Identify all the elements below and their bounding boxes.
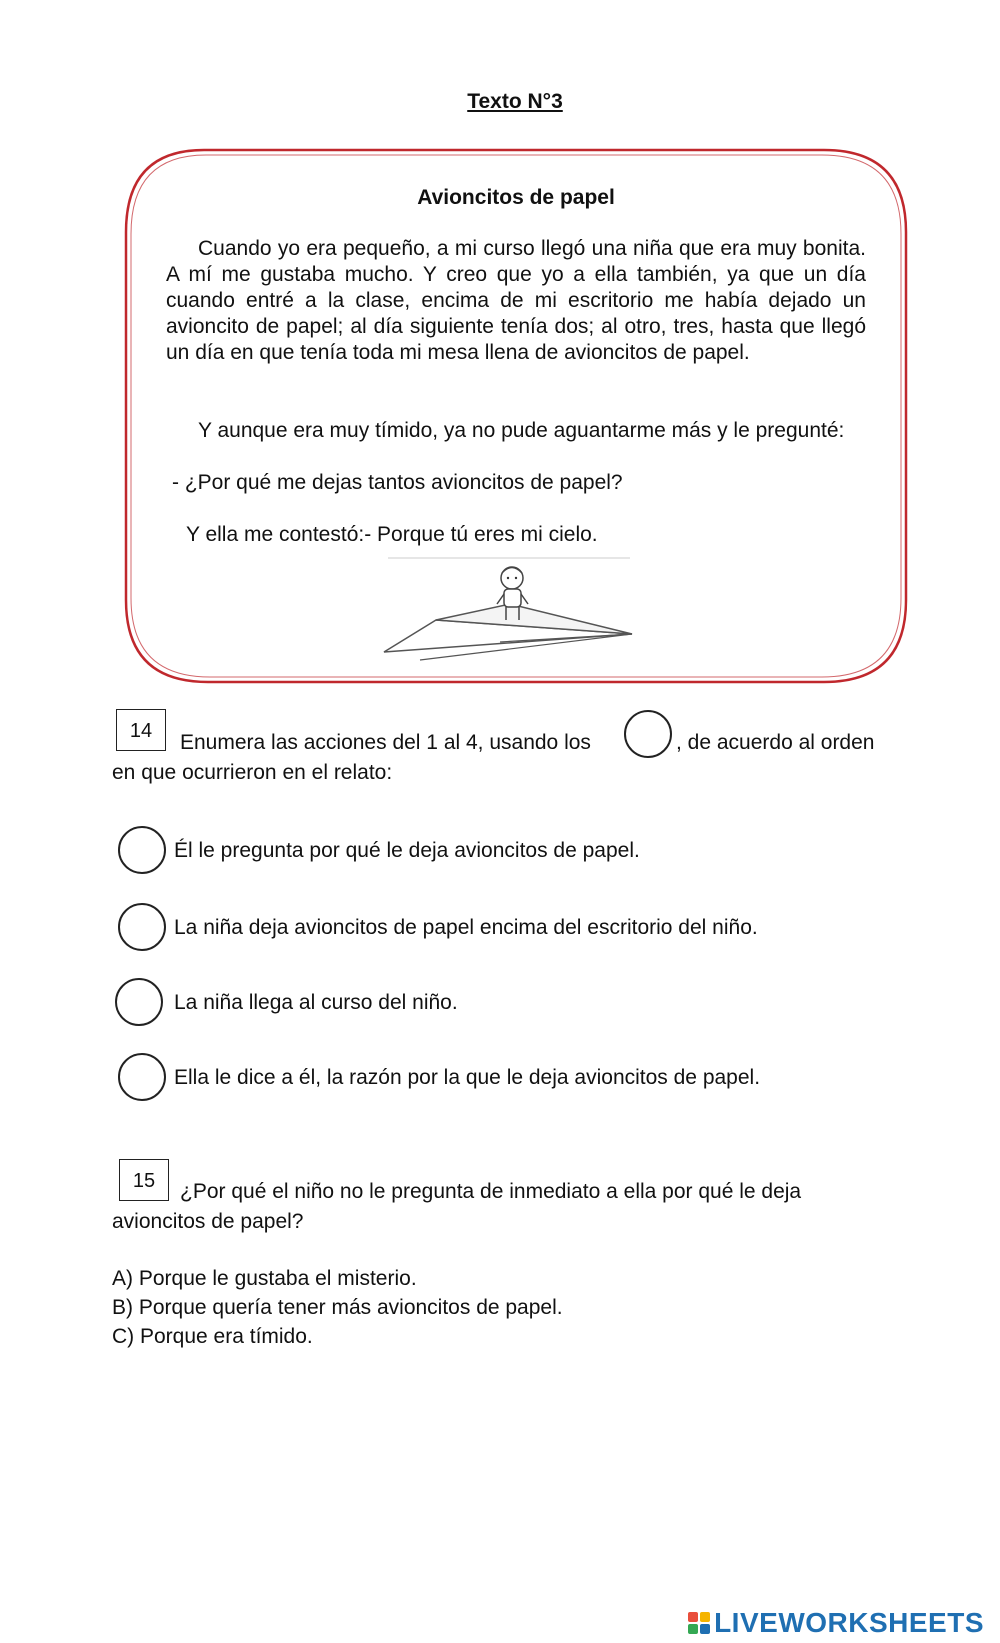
action-item-3: La niña llega al curso del niño. (174, 991, 458, 1014)
answer-circle-1[interactable] (118, 826, 166, 874)
question-14-prompt-part2: , de acuerdo al orden (676, 731, 875, 754)
option-c[interactable]: C) Porque era tímido. (112, 1325, 313, 1348)
question-number-box: 15 (119, 1159, 169, 1201)
question-number-box: 14 (116, 709, 166, 751)
story-dialogue-question: - ¿Por qué me dejas tantos avioncitos de papel? (172, 471, 623, 494)
worksheet-title: Texto N°3 (467, 90, 563, 113)
boy-on-paper-airplane-icon (380, 556, 640, 666)
action-item-4: Ella le dice a él, la razón por la que le deja avioncitos de papel. (174, 1066, 761, 1089)
question-15-prompt-line1: ¿Por qué el niño no le pregunta de inmediato a ella por qué le deja (180, 1180, 802, 1203)
question-14-prompt-line2: en que ocurrieron en el relato: (112, 761, 393, 784)
question-15-prompt-line2: avioncitos de papel? (112, 1210, 304, 1233)
answer-circle-3[interactable] (115, 978, 163, 1026)
action-item-2: La niña deja avioncitos de papel encima del escritorio del niño. (174, 916, 758, 939)
story-paragraph-1: Cuando yo era pequeño, a mi curso llegó una niña que era muy bonita. A mí me gustaba mucho. Y creo que yo a ella también, ya que un día cuando entré a la clase, encima de mi escritorio me había dejado un avioncito de papel; al día siguiente tenía dos; al otro, tres, hasta que llegó un día en que tenía toda mi mesa llena de avioncitos de papel. (166, 237, 866, 364)
answer-circle-4[interactable] (118, 1053, 166, 1101)
story-dialogue-answer: Y ella me contestó:- Porque tú eres mi cielo. (186, 523, 598, 546)
story-title: Avioncitos de papel (417, 186, 615, 209)
story-paragraph-2: Y aunque era muy tímido, ya no pude aguantarme más y le pregunté: (198, 419, 845, 442)
answer-circle-2[interactable] (118, 903, 166, 951)
option-a[interactable]: A) Porque le gustaba el misterio. (112, 1267, 417, 1290)
liveworksheets-brand-text: LIVEWORKSHEETS (714, 1607, 984, 1638)
option-b[interactable]: B) Porque quería tener más avioncitos de papel. (112, 1296, 563, 1319)
liveworksheets-logo (688, 1607, 984, 1639)
action-item-1: Él le pregunta por qué le deja avioncitos de papel. (174, 839, 640, 862)
example-answer-circle-icon (624, 710, 672, 758)
liveworksheets-logo-icon (688, 1612, 710, 1634)
question-14-prompt-part1: Enumera las acciones del 1 al 4, usando los (180, 731, 591, 754)
